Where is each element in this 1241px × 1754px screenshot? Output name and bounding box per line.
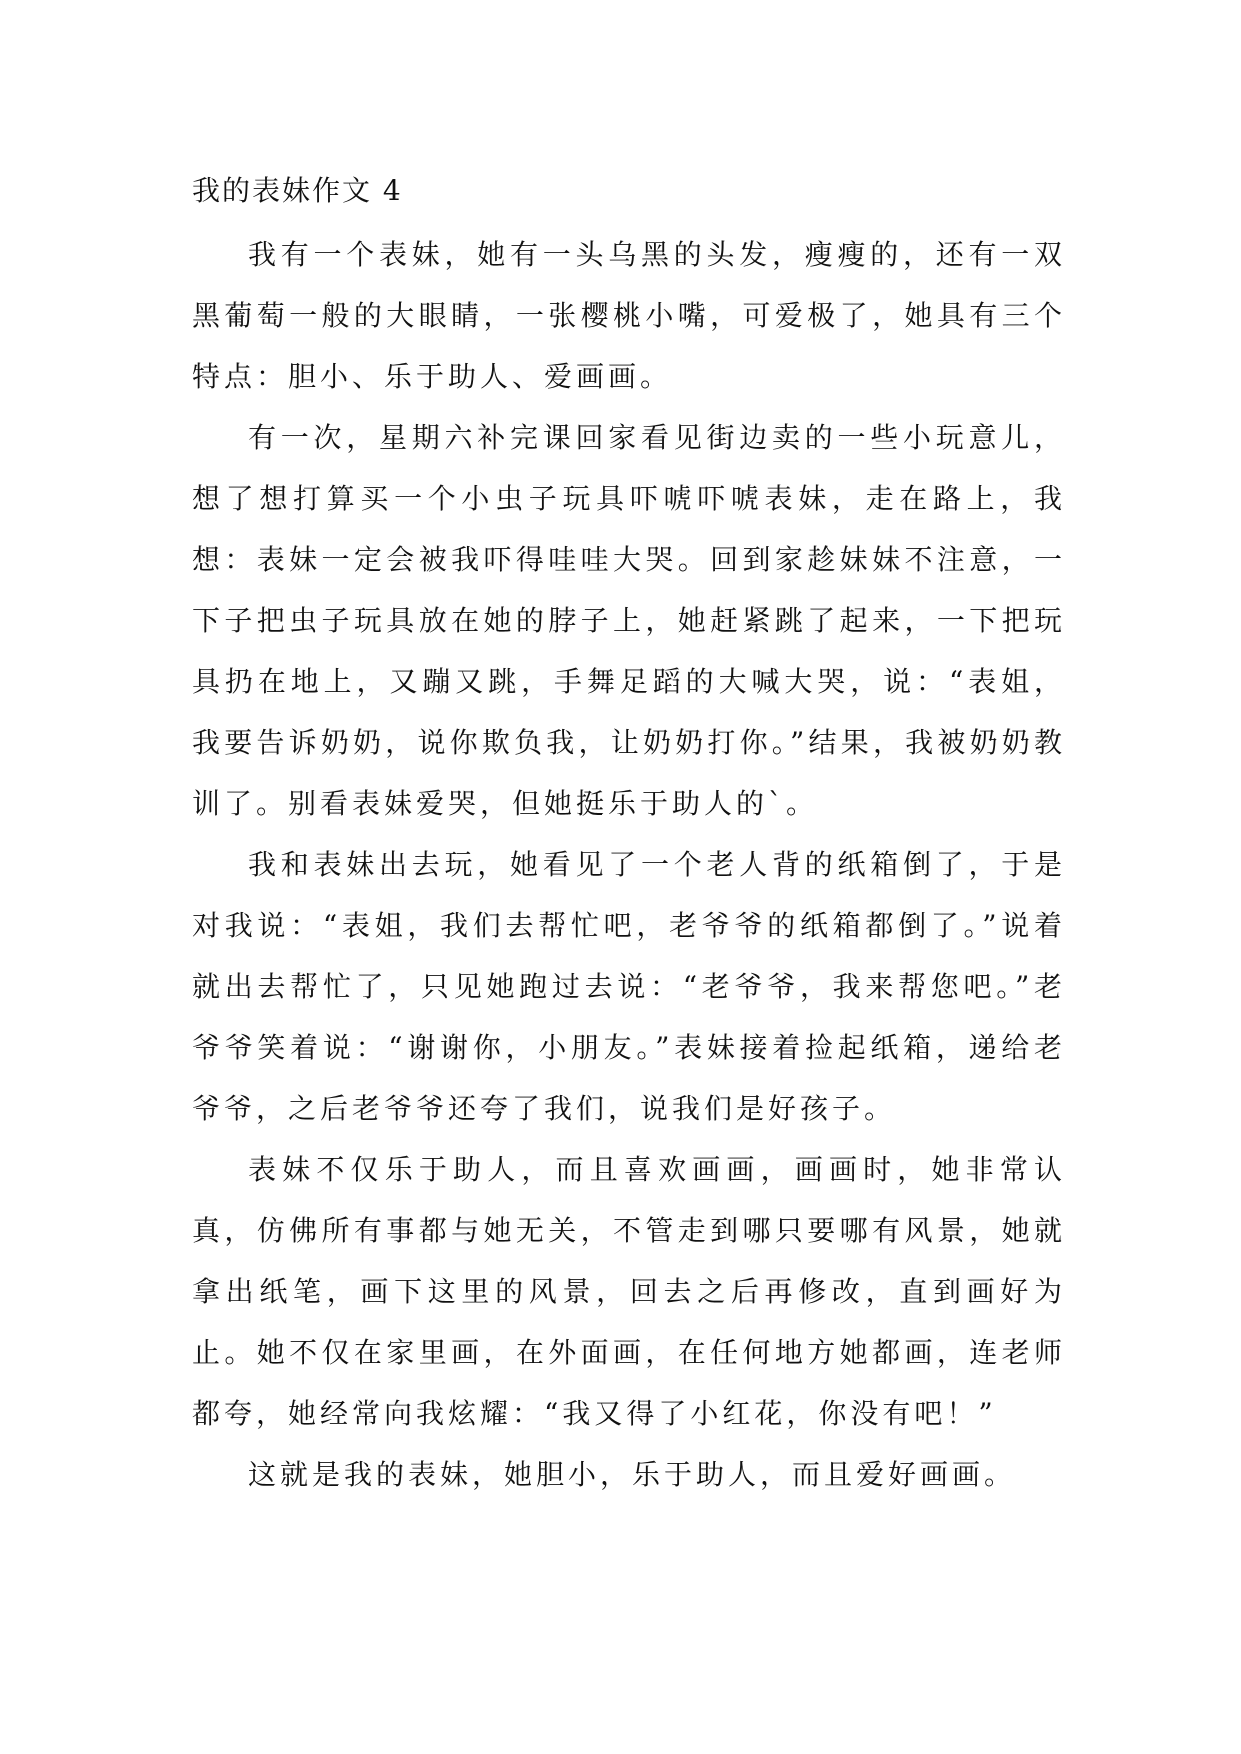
- paragraph-conclusion: 这就是我的表妹，她胆小，乐于助人，而且爱好画画。: [248, 1458, 1017, 1491]
- paragraph-drawing: 表妹不仅乐于助人，而且喜欢画画，画画时，她非常认真，仿佛所有事都与她无关，不管走到哪只要哪有风景，她就拿出纸笔，画下这里的风景，回去之后再修改，直到画好为止。她不仅在家里画，在外面画，在任何地方她都画，连老师都夸，她经常向我炫耀：“我又得了小红花，你没有吧！”: [192, 1153, 1066, 1430]
- paragraph-helping-grandpa: 我和表妹出去玩，她看见了一个老人背的纸箱倒了，于是对我说：“表姐，我们去帮忙吧，老爷爷的纸箱都倒了。”说着就出去帮忙了，只见她跑过去说：“老爷爷，我来帮您吧。”老爷爷笑着说：“谢谢你，小朋友。”表妹接着捡起纸箱，递给老爷爷，之后老爷爷还夸了我们，说我们是好孩子。: [192, 848, 1066, 1125]
- document-title: 我的表妹作文 4: [192, 174, 403, 207]
- paragraph-intro: 我有一个表妹，她有一头乌黑的头发，瘦瘦的，还有一双黑葡萄一般的大眼睛，一张樱桃小嘴，可爱极了，她具有三个特点：胆小、乐于助人、爱画画。: [192, 238, 1066, 393]
- paragraph-bug-toy-story: 有一次，星期六补完课回家看见街边卖的一些小玩意儿，想了想打算买一个小虫子玩具吓唬吓唬表妹，走在路上，我想：表妹一定会被我吓得哇哇大哭。回到家趁妹妹不注意，一下子把虫子玩具放在她的脖子上，她赶紧跳了起来，一下把玩具扔在地上，又蹦又跳，手舞足蹈的大喊大哭，说：“表姐，我要告诉奶奶，说你欺负我，让奶奶打你。”结果，我被奶奶教训了。别看表妹爱哭，但她挺乐于助人的`。: [192, 421, 1066, 820]
- document-page: [192, 158, 1066, 1505]
